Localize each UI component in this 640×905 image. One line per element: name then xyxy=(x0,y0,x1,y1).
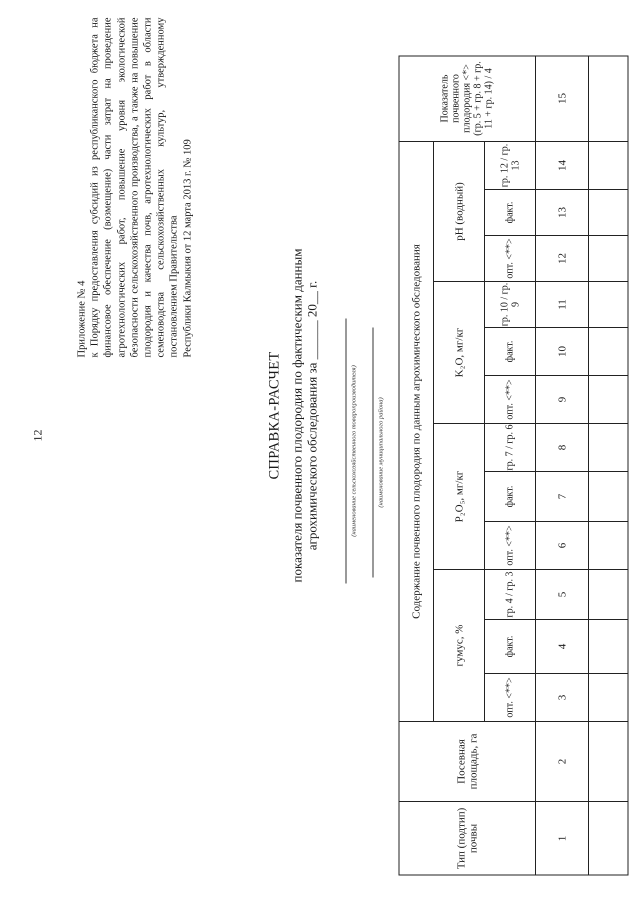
subheader-ph-opt: опт. <**> xyxy=(504,237,515,279)
appendix-reference-block xyxy=(75,17,194,357)
header-fertility-content: Содержание почвенного плодородия по данным агрохимического обследования xyxy=(409,243,422,619)
subheader-humus-fact: факт. xyxy=(504,635,515,657)
column-number: 8 xyxy=(555,444,568,450)
appendix-body: к Порядку предоставления субсидий из республиканского бюджета на финансовое обеспечение (возмещение) части затрат на проведение агротехнологических работ, повышение уровня экологической безопасности сельскохозяйственного производства, а также на повышение плодородия и качества почв, агротехнологических работ в области семеноводства сельскохозяйственных культур, утвержденному постановлением Правительства xyxy=(89,17,180,357)
subheader-p2o5-fact: факт. xyxy=(504,485,515,507)
page-number: 12 xyxy=(30,429,44,441)
subheader-k2o-opt: опт. <**> xyxy=(504,378,515,420)
group-humus: гумус, % xyxy=(452,624,465,666)
header-sown-area: Посевная площадь, га xyxy=(454,733,479,789)
subtitle-line-1: показателя почвенного плодородия по фактическим данным xyxy=(289,248,304,582)
appendix-title: Приложение № 4 xyxy=(76,280,87,357)
column-number: 9 xyxy=(555,396,568,402)
subheader-p2o5-ratio: гр. 7 / гр. 6 xyxy=(504,424,515,470)
column-number: 11 xyxy=(555,298,568,310)
column-number: 13 xyxy=(555,206,568,218)
soil-fertility-table xyxy=(398,55,628,875)
subheader-k2o-ratio: гр. 10 / гр. 9 xyxy=(498,282,521,326)
column-number: 6 xyxy=(555,542,568,548)
subtitle-line-2: агрохимического обследования за ______ 20__ г. xyxy=(304,280,319,550)
document-title: СПРАВКА-РАСЧЕТ xyxy=(266,350,282,480)
group-k2o: K₂O, мг/кг xyxy=(452,327,465,377)
column-number: 2 xyxy=(555,758,568,764)
column-number: 10 xyxy=(555,345,568,357)
column-number: 1 xyxy=(555,835,568,841)
producer-name-caption: (наименование сельскохозяйственного товаропроизводителя) xyxy=(350,364,357,537)
column-number: 4 xyxy=(555,643,568,649)
column-number: 3 xyxy=(555,694,568,700)
document-subtitle xyxy=(289,185,319,645)
group-ph: pH (водный) xyxy=(452,181,465,241)
appendix-date-line: Республики Калмыкия от 12 марта 2013 г. № 109 xyxy=(181,138,193,357)
subheader-humus-opt: опт. <**> xyxy=(504,676,515,718)
district-name-caption: (наименование муниципального района) xyxy=(377,396,384,508)
district-name-fill-line xyxy=(372,327,373,577)
subheader-ph-ratio: гр. 12 / гр. 13 xyxy=(498,143,521,187)
subheader-humus-ratio: гр. 4 / гр. 3 xyxy=(504,571,515,617)
header-fertility-index: Показатель почвенного плодородия <*> (гр. 5 + гр. 8 + гр. 11 + гр. 14) / 4 xyxy=(439,60,494,136)
column-number: 12 xyxy=(555,252,568,264)
group-p2o5: P₂O₅, мг/кг xyxy=(452,470,465,522)
column-number: 7 xyxy=(555,493,568,499)
header-soil-type: Тип (подтип) почвы xyxy=(454,807,479,869)
column-number: 15 xyxy=(555,92,568,104)
subheader-k2o-fact: факт. xyxy=(504,340,515,362)
column-number: 5 xyxy=(555,591,568,597)
producer-name-fill-line xyxy=(345,318,346,583)
subheader-ph-fact: факт. xyxy=(504,201,515,223)
subheader-p2o5-opt: опт. <**> xyxy=(504,524,515,566)
column-number: 14 xyxy=(555,159,568,171)
